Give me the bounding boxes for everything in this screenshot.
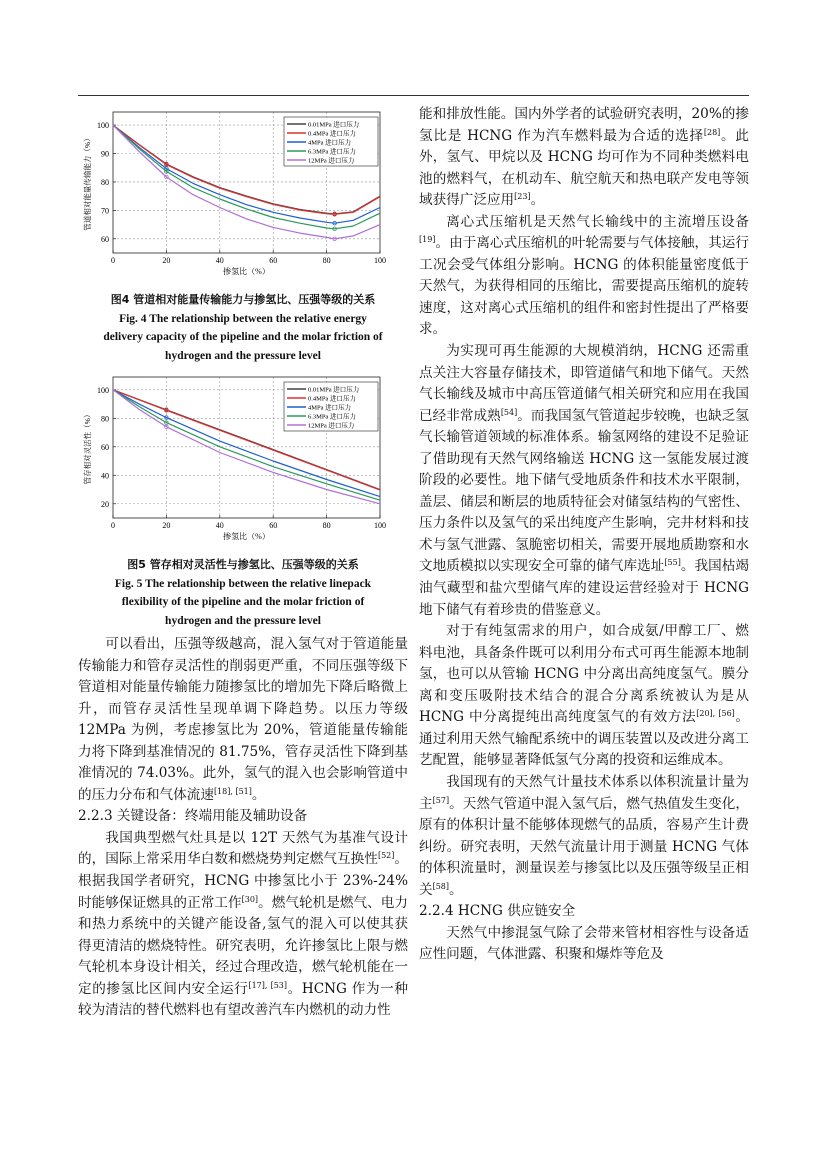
text-run: 2.2.3 关键设备：终端用能及辅助设备 (78, 808, 308, 825)
text-run: 我国现有的天然气计量技术体系以体积流量计量为主 (419, 773, 749, 812)
y-tick-label: 60 (101, 234, 109, 244)
legend-label: 12MPa 进口压力 (308, 422, 355, 430)
text-run: 离心式压缩机是天然气长输线中的主流增压设备 (446, 213, 749, 230)
x-axis-label: 掺氢比（%） (223, 267, 270, 276)
text-run: 。HCNG 作为一种较为清洁的替代燃料也有望改善汽车内燃机的动力性 (78, 980, 408, 1019)
x-tick-label: 20 (162, 256, 171, 265)
header-rule (78, 95, 749, 96)
legend-label: 12MPa 进口压力 (308, 157, 355, 165)
citation-ref: [52] (377, 851, 395, 861)
chart-energy-delivery-capacity (78, 108, 398, 283)
text-run: 2.2.4 HCNG 供应链安全 (419, 903, 576, 920)
legend-label: 0.01MPa 进口压力 (308, 121, 360, 129)
x-tick-label: 80 (322, 521, 331, 530)
paragraph (419, 341, 749, 621)
x-tick-label: 0 (111, 256, 115, 265)
citation-ref: [57] (432, 795, 450, 805)
figure-4-caption-en-1: Fig. 4 The relationship between the relative energy (119, 312, 367, 325)
text-run: 。根据我国学者研究，HCNG 中掺氢比小于 23%-24%时能够保证燃具的正常工作 (78, 851, 409, 911)
y-tick-label: 100 (97, 121, 109, 131)
paragraph (419, 621, 749, 772)
citation-ref: [20], [56] (696, 709, 735, 719)
figure-4-caption (78, 291, 408, 366)
x-tick-label: 40 (215, 521, 224, 530)
figure-4-caption-en-3: hydrogen and the pressure level (165, 350, 321, 363)
legend-label: 6.3MPa 进口压力 (308, 148, 357, 156)
figure-4-caption-cn: 图4 管道相对能量传输能力与掺氢比、压强等级的关系 (110, 293, 376, 306)
text-run: 。 (251, 786, 266, 803)
text-run: 。由于离心式压缩机的叶轮需要与气体接触，其运行工况会受气体组分影响。HCNG 的体积能量密度低于天然气，为获得相同的压缩比，需要提高压缩机的旋转速度，这对离心式压缩机的组件和密封性提出了严格要求。 (419, 235, 749, 338)
legend-label: 6.3MPa 进口压力 (308, 413, 357, 421)
text-run: 。天然气管道中混入氢气后，燃气热值发生变化，原有的体积计量不能够体现燃气的品质，容易产生计费纠纷。研究表明，天然气流量计用于测量 HCNG 气体的体积流量时，测量误差与掺氢比以及压强等级呈正相关 (419, 795, 750, 898)
x-tick-label: 100 (374, 256, 386, 265)
text-run: 。此外，氢气、甲烷以及 HCNG 均可作为不同种类燃料电池的燃料气，在机动车、航空航天和热电联产发电等领域获得广泛应用 (419, 127, 750, 209)
y-tick-label: 40 (101, 471, 109, 481)
section-heading (78, 806, 408, 828)
text-run: 可以看出，压强等级越高，混入氢气对于管道能量传输能力和管存灵活性的削弱更严重，不同压强等级下管道相对能量传输能力随掺氢比的增加先下降后略微上升，而管存灵活性呈现单调下降趋势。以压力等级 12MPa 为例，考虑掺氢比为 20%，管道能量传输能力将下降到基准情况的 81.75%，管存灵活性下降到基准情况的 74.03%。此外，氢气的混入也会影响管道中的压力分布和气体流速 (78, 636, 408, 803)
legend-label: 0.4MPa 进口压力 (308, 130, 357, 138)
y-tick-label: 90 (101, 149, 109, 159)
x-axis-label: 掺氢比（%） (223, 532, 270, 541)
figure-5-caption-en-2: flexibility of the pipeline and the molar friction of (121, 596, 365, 609)
text-run: 。燃气轮机是燃气、电力和热力系统中的关键产能设备,氢气的混入可以使其获得更清洁的燃烧特性。研究表明，允许掺氢比上限与燃气轮机本身设计相关，经过合理改造，燃气轮机能在一定的掺氢比区间内安全运行 (78, 894, 409, 997)
x-tick-label: 60 (269, 256, 278, 265)
citation-ref: [18], [51] (213, 786, 252, 796)
y-tick-label: 60 (101, 442, 109, 452)
x-tick-label: 80 (322, 256, 331, 265)
text-run: 。 (449, 881, 463, 898)
right-column-body (419, 104, 749, 966)
citation-ref: [28] (703, 127, 721, 137)
figure-4-caption-en-2: delivery capacity of the pipeline and the molar friction of (103, 331, 383, 344)
y-tick-label: 80 (101, 414, 109, 424)
text-run: 我国典型燃气灶具是以 12T 天然气为基准气设计的，国际上常采用华白数和燃烧势判定燃气互换性 (78, 829, 408, 868)
figure-5-caption-en-1: Fig. 5 The relationship between the relative linepack (114, 577, 372, 590)
x-tick-label: 20 (162, 521, 171, 530)
legend-label: 4MPa 进口压力 (308, 139, 352, 147)
legend-label: 0.01MPa 进口压力 (308, 386, 360, 394)
citation-ref: [54] (500, 407, 518, 417)
y-tick-label: 20 (101, 499, 109, 509)
text-run: 。我国枯竭油气藏型和盐穴型储气库的建设运营经验对于 HCNG 地下储气有着珍贵的借鉴意义。 (419, 558, 750, 618)
figure-5-caption-en-3: hydrogen and the pressure level (165, 615, 321, 628)
paragraph (419, 212, 749, 341)
citation-ref: [30] (241, 894, 259, 904)
x-tick-label: 60 (269, 521, 278, 530)
x-tick-label: 100 (374, 521, 386, 530)
paragraph (78, 634, 408, 806)
x-tick-label: 0 (111, 521, 115, 530)
figure-5-caption-cn: 图5 管存相对灵活性与掺氢比、压强等级的关系 (127, 558, 359, 571)
text-run: 。 (530, 192, 545, 209)
text-run: 天然气中掺混氢气除了会带来管材相容性与设备适应性问题，气体泄露、积聚和爆炸等危及 (419, 924, 749, 963)
y-axis-label: 管存相对灵活性（%） (83, 410, 92, 485)
paragraph (419, 772, 749, 901)
citation-ref: [23] (514, 192, 531, 202)
y-tick-label: 80 (101, 177, 109, 187)
paragraph (419, 923, 749, 966)
paragraph (419, 104, 749, 212)
text-run: 。而我国氢气管道起步较晚，也缺乏氢气长输管道领域的标准体系。输氢网络的建设不足验证了借助现有天然气网络输送 HCNG 这一氢能发展过渡阶段的必要性。地下储气受地质条件和技术水平限制，盖层、储层和断层的地质特征会对储氢结构的气密性、压力条件以及氢气的采出纯度产生影响，完井材料和技术与氢气泄露、氢脆密切相关，需要开展地质勘察和水文地质模拟以实现安全可靠的储气库选址 (419, 407, 750, 575)
figure-5-caption (78, 556, 408, 631)
citation-ref: [17], [53] (248, 980, 288, 990)
paragraph (78, 828, 408, 1022)
legend-label: 0.4MPa 进口压力 (308, 395, 357, 403)
legend-label: 4MPa 进口压力 (308, 404, 352, 412)
y-axis-label: 管道相对能量传输能力（%） (83, 134, 92, 231)
y-tick-label: 70 (101, 206, 109, 216)
y-tick-label: 100 (97, 385, 109, 395)
citation-ref: [55] (664, 558, 681, 568)
x-tick-label: 40 (215, 256, 224, 265)
text-run: 能和排放性能。国内外学者的试验研究表明，20%的掺氢比是 HCNG 作为汽车燃料最为合适的选择 (419, 106, 749, 144)
text-run: 。通过利用天然气输配系统中的调压装置以及改进分离工艺配置，能够显著降低氢气分离的投资和运维成本。 (419, 709, 749, 769)
text-run: 为实现可再生能源的大规模消纳，HCNG 还需重点关注大容量存储技术，即管道储气和地下储气。天然气长输线及城市中高压管道储气相关研究和应用在我国已经非常成熟 (419, 343, 749, 424)
section-heading (419, 901, 749, 923)
text-run: 对于有纯氢需求的用户，如合成氨/甲醇工厂、燃料电池，具备条件既可以利用分布式可再生能源本地制氢，也可以从管输 HCNG 中分离出高纯度氢气。膜分离和变压吸附技术结合的混合分离系统被认为是从 HCNG 中分离提纯出高纯度氢气的有效方法 (419, 623, 749, 726)
citation-ref: [58] (432, 881, 450, 891)
chart-linepack-flexibility (78, 373, 398, 548)
citation-ref: [19] (419, 235, 436, 245)
left-column-body (78, 634, 408, 1022)
